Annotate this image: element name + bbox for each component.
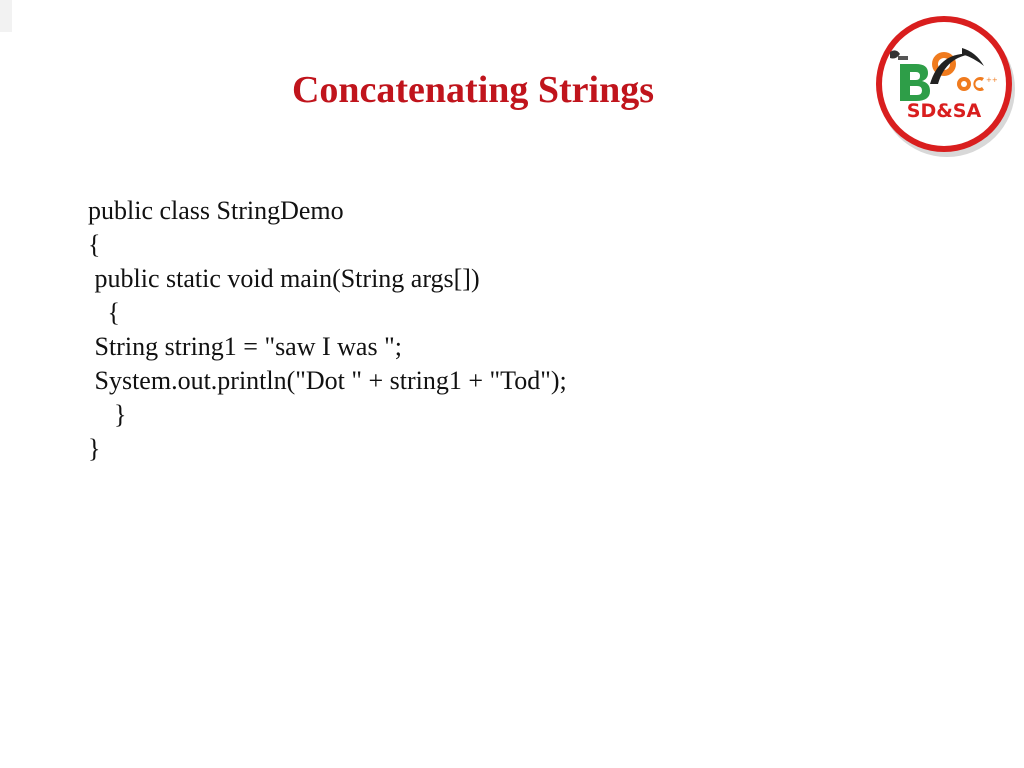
boc-sdsa-logo-icon (872, 12, 1018, 158)
code-line: { (88, 230, 101, 259)
corner-mark (0, 0, 12, 32)
logo-text: SD&SA (906, 100, 982, 122)
code-block (88, 194, 567, 466)
code-line: System.out.println("Dot " + string1 + "Tod"); (88, 366, 567, 395)
code-line: { (88, 298, 120, 327)
slide-title: Concatenating Strings (291, 69, 655, 111)
code-line: } (88, 434, 101, 463)
code-line: public static void main(String args[]) (88, 264, 480, 293)
code-line: String string1 = "saw I was "; (88, 332, 402, 361)
code-line: } (88, 400, 127, 429)
code-line: public class StringDemo (88, 196, 344, 225)
svg-text:++: ++ (986, 76, 998, 84)
